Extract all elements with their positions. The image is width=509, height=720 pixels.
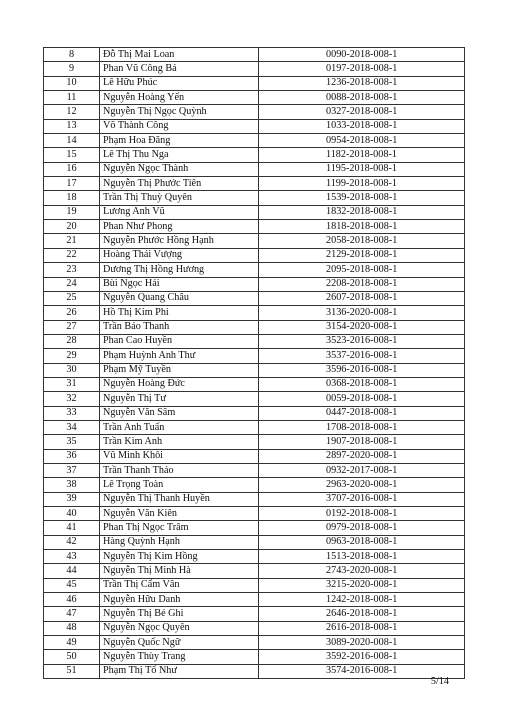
name-cell: Nguyễn Quốc Ngữ [100,636,259,650]
row-number-cell: 8 [44,48,100,62]
code-cell: 0963-2018-008-1 [259,535,465,549]
table-row [44,291,465,305]
table-row [44,406,465,420]
table-row [44,478,465,492]
table-row [44,277,465,291]
table-row [44,234,465,248]
row-number-cell: 49 [44,636,100,650]
row-number-cell: 39 [44,492,100,506]
table-row [44,377,465,391]
table-row [44,435,465,449]
code-cell: 0979-2018-008-1 [259,521,465,535]
code-cell: 0954-2018-008-1 [259,134,465,148]
name-cell: Phan Như Phong [100,220,259,234]
name-cell: Lương Anh Vũ [100,205,259,219]
name-cell: Hồ Thị Kim Phi [100,306,259,320]
row-number-cell: 19 [44,205,100,219]
name-cell: Nguyễn Thị Tư [100,392,259,406]
table-row [44,607,465,621]
name-cell: Hoàng Thái Vượng [100,248,259,262]
name-cell: Đỗ Thị Mai Loan [100,48,259,62]
code-cell: 0327-2018-008-1 [259,105,465,119]
row-number-cell: 22 [44,248,100,262]
table-row [44,91,465,105]
name-cell: Nguyễn Quang Châu [100,291,259,305]
table-row [44,664,465,678]
table-row [44,62,465,76]
name-cell: Lê Hữu Phúc [100,76,259,90]
table-row [44,564,465,578]
table-row [44,334,465,348]
code-cell: 1818-2018-008-1 [259,220,465,234]
name-cell: Võ Thành Công [100,119,259,133]
code-cell: 3707-2016-008-1 [259,492,465,506]
table-row [44,148,465,162]
table-row [44,449,465,463]
code-cell: 1199-2018-008-1 [259,177,465,191]
row-number-cell: 38 [44,478,100,492]
code-cell: 2616-2018-008-1 [259,621,465,635]
code-cell: 0192-2018-008-1 [259,507,465,521]
name-cell: Trần Bảo Thanh [100,320,259,334]
table-row [44,177,465,191]
name-cell: Nguyễn Thùy Trang [100,650,259,664]
name-cell: Phạm Mỹ Tuyền [100,363,259,377]
name-cell: Phan Thị Ngọc Trâm [100,521,259,535]
name-cell: Lê Trọng Toàn [100,478,259,492]
code-cell: 1513-2018-008-1 [259,550,465,564]
row-number-cell: 47 [44,607,100,621]
table-row [44,76,465,90]
name-cell: Nguyễn Văn Kiên [100,507,259,521]
row-number-cell: 23 [44,263,100,277]
table-row [44,48,465,62]
code-cell: 0447-2018-008-1 [259,406,465,420]
code-cell: 2607-2018-008-1 [259,291,465,305]
code-cell: 0932-2017-008-1 [259,463,465,477]
name-cell: Dương Thị Hồng Hương [100,263,259,277]
code-cell: 3089-2020-008-1 [259,636,465,650]
page-number: 5/14 [430,676,449,687]
row-number-cell: 12 [44,105,100,119]
row-number-cell: 45 [44,578,100,592]
table-row [44,392,465,406]
row-number-cell: 42 [44,535,100,549]
row-number-cell: 10 [44,76,100,90]
table-row [44,535,465,549]
table-row [44,263,465,277]
table-row [44,105,465,119]
row-number-cell: 46 [44,593,100,607]
name-cell: Lê Thị Thu Nga [100,148,259,162]
name-cell: Phan Cao Huyền [100,334,259,348]
name-cell: Hàng Quỳnh Hạnh [100,535,259,549]
code-cell: 1539-2018-008-1 [259,191,465,205]
name-cell: Nguyễn Hoàng Đức [100,377,259,391]
name-cell: Trần Anh Tuấn [100,420,259,434]
table-row [44,521,465,535]
name-cell: Trần Thị Cẩm Vân [100,578,259,592]
code-cell: 3574-2016-008-1 [259,664,465,678]
code-cell: 0197-2018-008-1 [259,62,465,76]
code-cell: 1907-2018-008-1 [259,435,465,449]
name-cell: Vũ Minh Khôi [100,449,259,463]
row-number-cell: 11 [44,91,100,105]
name-cell: Nguyễn Hoàng Yến [100,91,259,105]
code-cell: 3136-2020-008-1 [259,306,465,320]
code-cell: 2897-2020-008-1 [259,449,465,463]
row-number-cell: 18 [44,191,100,205]
code-cell: 1708-2018-008-1 [259,420,465,434]
registry-table-body [44,48,465,679]
code-cell: 2963-2020-008-1 [259,478,465,492]
code-cell: 1236-2018-008-1 [259,76,465,90]
table-row [44,306,465,320]
name-cell: Phan Vũ Công Bá [100,62,259,76]
code-cell: 3596-2016-008-1 [259,363,465,377]
row-number-cell: 14 [44,134,100,148]
table-row [44,134,465,148]
table-row [44,621,465,635]
code-cell: 3592-2016-008-1 [259,650,465,664]
name-cell: Nguyễn Thị Bé Ghi [100,607,259,621]
name-cell: Nguyễn Hữu Danh [100,593,259,607]
name-cell: Nguyễn Thị Kim Hồng [100,550,259,564]
row-number-cell: 35 [44,435,100,449]
name-cell: Nguyễn Thị Minh Hà [100,564,259,578]
table-row [44,119,465,133]
name-cell: Trần Thanh Thảo [100,463,259,477]
table-row [44,463,465,477]
row-number-cell: 40 [44,507,100,521]
table-row [44,349,465,363]
row-number-cell: 44 [44,564,100,578]
code-cell: 1195-2018-008-1 [259,162,465,176]
name-cell: Nguyễn Thị Thanh Huyền [100,492,259,506]
code-cell: 1182-2018-008-1 [259,148,465,162]
row-number-cell: 30 [44,363,100,377]
row-number-cell: 29 [44,349,100,363]
row-number-cell: 31 [44,377,100,391]
table-row [44,363,465,377]
row-number-cell: 17 [44,177,100,191]
code-cell: 3154-2020-008-1 [259,320,465,334]
table-row [44,650,465,664]
row-number-cell: 26 [44,306,100,320]
table-row [44,507,465,521]
table-row [44,550,465,564]
row-number-cell: 28 [44,334,100,348]
code-cell: 2646-2018-008-1 [259,607,465,621]
row-number-cell: 41 [44,521,100,535]
name-cell: Phạm Huỳnh Anh Thư [100,349,259,363]
table-row [44,162,465,176]
table-row [44,220,465,234]
code-cell: 0368-2018-008-1 [259,377,465,391]
row-number-cell: 32 [44,392,100,406]
row-number-cell: 9 [44,62,100,76]
name-cell: Nguyễn Văn Sâm [100,406,259,420]
name-cell: Phạm Hoa Đăng [100,134,259,148]
code-cell: 2058-2018-008-1 [259,234,465,248]
row-number-cell: 43 [44,550,100,564]
code-cell: 2743-2020-008-1 [259,564,465,578]
table-row [44,248,465,262]
code-cell: 3523-2016-008-1 [259,334,465,348]
name-cell: Trần Kim Anh [100,435,259,449]
row-number-cell: 20 [44,220,100,234]
name-cell: Nguyễn Phước Hồng Hạnh [100,234,259,248]
row-number-cell: 27 [44,320,100,334]
row-number-cell: 51 [44,664,100,678]
name-cell: Nguyễn Thị Phước Tiên [100,177,259,191]
name-cell: Nguyễn Ngọc Thành [100,162,259,176]
table-row [44,320,465,334]
code-cell: 0088-2018-008-1 [259,91,465,105]
code-cell: 2095-2018-008-1 [259,263,465,277]
code-cell: 3537-2016-008-1 [259,349,465,363]
code-cell: 2129-2018-008-1 [259,248,465,262]
table-row [44,205,465,219]
table-row [44,420,465,434]
name-cell: Nguyễn Thị Ngọc Quỳnh [100,105,259,119]
code-cell: 1033-2018-008-1 [259,119,465,133]
name-cell: Trần Thị Thuỳ Quyên [100,191,259,205]
table-row [44,578,465,592]
name-cell: Nguyễn Ngọc Quyên [100,621,259,635]
code-cell: 2208-2018-008-1 [259,277,465,291]
row-number-cell: 34 [44,420,100,434]
row-number-cell: 15 [44,148,100,162]
table-row [44,636,465,650]
table-row [44,593,465,607]
code-cell: 0090-2018-008-1 [259,48,465,62]
row-number-cell: 37 [44,463,100,477]
row-number-cell: 25 [44,291,100,305]
code-cell: 3215-2020-008-1 [259,578,465,592]
row-number-cell: 36 [44,449,100,463]
row-number-cell: 48 [44,621,100,635]
name-cell: Phạm Thị Tố Như [100,664,259,678]
row-number-cell: 33 [44,406,100,420]
registry-table [43,47,465,679]
name-cell: Bùi Ngọc Hải [100,277,259,291]
table-row [44,191,465,205]
code-cell: 1832-2018-008-1 [259,205,465,219]
row-number-cell: 16 [44,162,100,176]
row-number-cell: 24 [44,277,100,291]
row-number-cell: 50 [44,650,100,664]
code-cell: 0059-2018-008-1 [259,392,465,406]
code-cell: 1242-2018-008-1 [259,593,465,607]
table-row [44,492,465,506]
row-number-cell: 13 [44,119,100,133]
row-number-cell: 21 [44,234,100,248]
